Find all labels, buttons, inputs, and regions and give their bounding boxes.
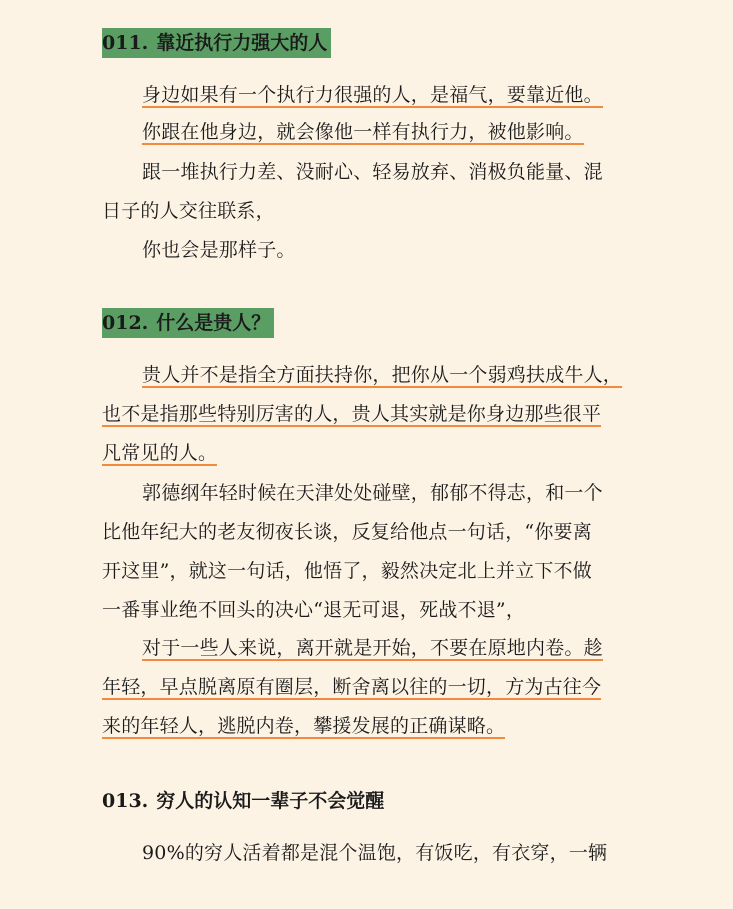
paragraph-line bbox=[142, 633, 603, 663]
section-heading bbox=[102, 786, 388, 816]
underlined-text: 年轻，早点脱离原有圈层，断舍离以往的一切，方为古往今 bbox=[102, 676, 602, 698]
paragraph-line bbox=[142, 80, 603, 110]
section-heading bbox=[102, 308, 274, 338]
section-title: 什么是贵人？ bbox=[156, 312, 271, 334]
paragraph-line bbox=[102, 711, 505, 741]
underlined-text: 凡常见的人。 bbox=[102, 442, 218, 464]
paragraph-line bbox=[142, 360, 622, 390]
section-title: 靠近执行力强大的人 bbox=[156, 32, 328, 54]
paragraph-line: 你也会是那样子。 bbox=[142, 239, 296, 261]
paragraph-line: 开这里”，就这一句话，他悟了，毅然决定北上并立下不做 bbox=[102, 560, 592, 582]
section-number: 011. bbox=[102, 32, 149, 54]
paragraph-line: 比他年纪大的老友彻夜长谈，反复给他点一句话，“你要离 bbox=[102, 521, 592, 543]
section-heading bbox=[102, 28, 331, 58]
paragraph-line bbox=[102, 399, 601, 429]
paragraph-line bbox=[102, 438, 217, 468]
underlined-text: 身边如果有一个执行力很强的人，是福气，要靠近他。 bbox=[142, 84, 603, 106]
paragraph-line bbox=[102, 672, 601, 702]
paragraph-line: 90%的穷人活着都是混个温饱，有饭吃，有衣穿，一辆 bbox=[142, 842, 608, 864]
underlined-text: 贵人并不是指全方面扶持你，把你从一个弱鸡扶成牛人， bbox=[142, 364, 623, 386]
underlined-text: 对于一些人来说，离开就是开始，不要在原地内卷。趁 bbox=[142, 637, 603, 659]
paragraph-line: 日子的人交往联系， bbox=[102, 200, 275, 222]
section-title: 穷人的认知一辈子不会觉醒 bbox=[156, 790, 385, 812]
paragraph-line: 跟一堆执行力差、没耐心、轻易放弃、消极负能量、混 bbox=[142, 161, 603, 183]
underlined-text: 来的年轻人，逃脱内卷，攀援发展的正确谋略。 bbox=[102, 715, 506, 737]
underlined-text: 也不是指那些特别厉害的人，贵人其实就是你身边那些很平 bbox=[102, 403, 602, 425]
paragraph-line: 郭德纲年轻时候在天津处处碰壁，郁郁不得志，和一个 bbox=[142, 482, 603, 504]
paragraph-line: 一番事业绝不回头的决心“退无可退，死战不退”， bbox=[102, 599, 526, 621]
underlined-text: 你跟在他身边，就会像他一样有执行力，被他影响。 bbox=[142, 121, 584, 143]
section-number: 013. bbox=[102, 790, 149, 812]
paragraph-line bbox=[142, 117, 584, 147]
section-number: 012. bbox=[102, 312, 149, 334]
